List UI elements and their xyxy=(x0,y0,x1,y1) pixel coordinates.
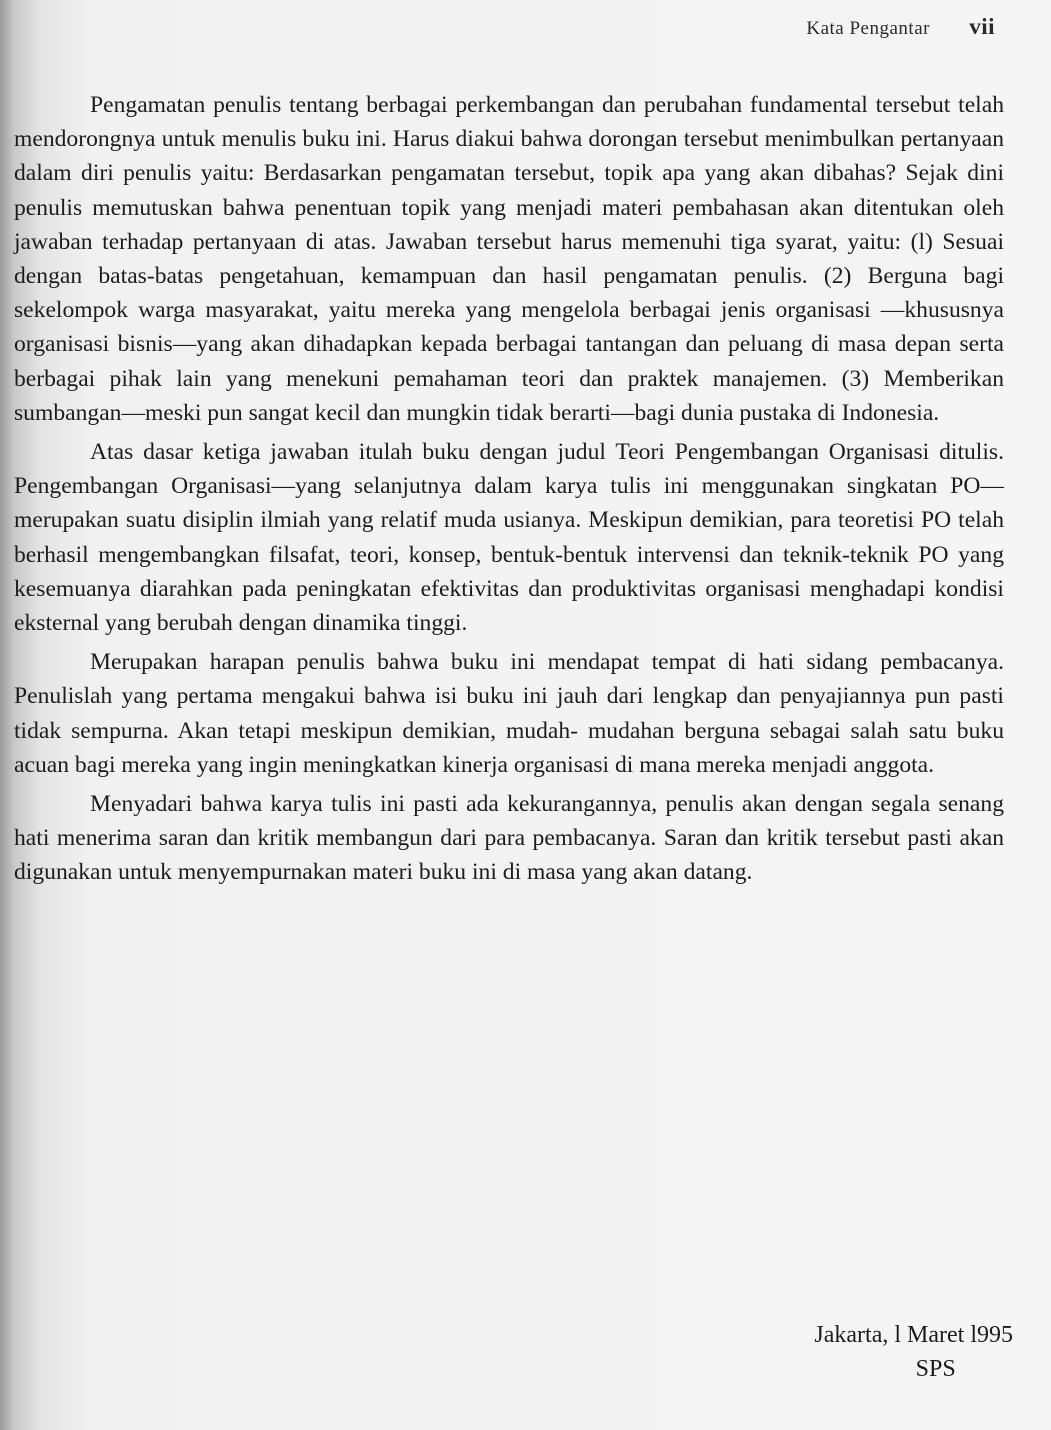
signature-block xyxy=(814,1318,1013,1386)
running-head xyxy=(806,14,995,40)
paragraph-2: Atas dasar ketiga jawaban itulah buku dengan judul Teori Pengembangan Organisasi ditulis. Pengembangan Organisasi—yang selanjutnya dalam karya tulis ini menggunakan singkatan PO—merupakan suatu disiplin ilmiah yang relatif muda usianya. Meskipun demikian, para teoretisi PO telah berhasil mengembangkan filsafat, teori, konsep, bentuk-bentuk intervensi dan teknik-teknik PO yang kesemuanya diarahkan pada peningkatan efektivitas dan produktivitas organisasi menghadapi kondisi eksternal yang berubah dengan dinamika tinggi. xyxy=(14,439,1004,637)
page-number: vii xyxy=(969,14,995,39)
signature-initials: SPS xyxy=(915,1356,956,1382)
signature-place-date: Jakarta, l Maret l995 xyxy=(814,1322,1013,1348)
paragraph-3: Merupakan harapan penulis bahwa buku ini mendapat tempat di hati sidang pembacanya. Penulislah yang pertama mengakui bahwa isi buku ini jauh dari lengkap dan penyajiannya pun pasti tidak sempurna. Akan tetapi meskipun demikian, mudah- mudahan berguna sebagai salah satu buku acuan bagi mereka yang ingin meningkatkan kinerja organisasi di mana mereka menjadi anggota. xyxy=(14,649,1004,778)
paragraph-1: Pengamatan penulis tentang berbagai perkembangan dan perubahan fundamental tersebut telah mendorongnya untuk menulis buku ini. Harus diakui bahwa dorongan tersebut menimbulkan pertanyaan dalam diri penulis yaitu: Berdasarkan pengamatan tersebut, topik apa yang akan dibahas? Sejak dini penulis memutuskan bahwa penentuan topik yang menjadi materi pembahasan akan ditentukan oleh jawaban terhadap pertanyaan di atas. Jawaban tersebut harus memenuhi tiga syarat, yaitu: (l) Sesuai dengan batas-batas pengetahuan, kemampuan dan hasil pengamatan penulis. (2) Berguna bagi sekelompok warga masyarakat, yaitu mereka yang mengelola berbagai jenis organisasi —khususnya organisasi bisnis—yang akan dihadapkan kepada berbagai tantangan dan peluang di masa depan serta berbagai pihak lain yang menekuni pemahaman teori dan praktek manajemen. (3) Memberikan sumbangan—meski pun sangat kecil dan mungkin tidak berarti—bagi dunia pustaka di Indonesia. xyxy=(14,92,1004,426)
section-title: Kata Pengantar xyxy=(806,18,930,39)
body-text xyxy=(14,88,1004,895)
paragraph-4: Menyadari bahwa karya tulis ini pasti ada kekurangannya, penulis akan dengan segala senang hati menerima saran dan kritik membangun dari para pembacanya. Saran dan kritik tersebut pasti akan digunakan untuk menyempurnakan materi buku ini di masa yang akan datang. xyxy=(14,791,1004,886)
